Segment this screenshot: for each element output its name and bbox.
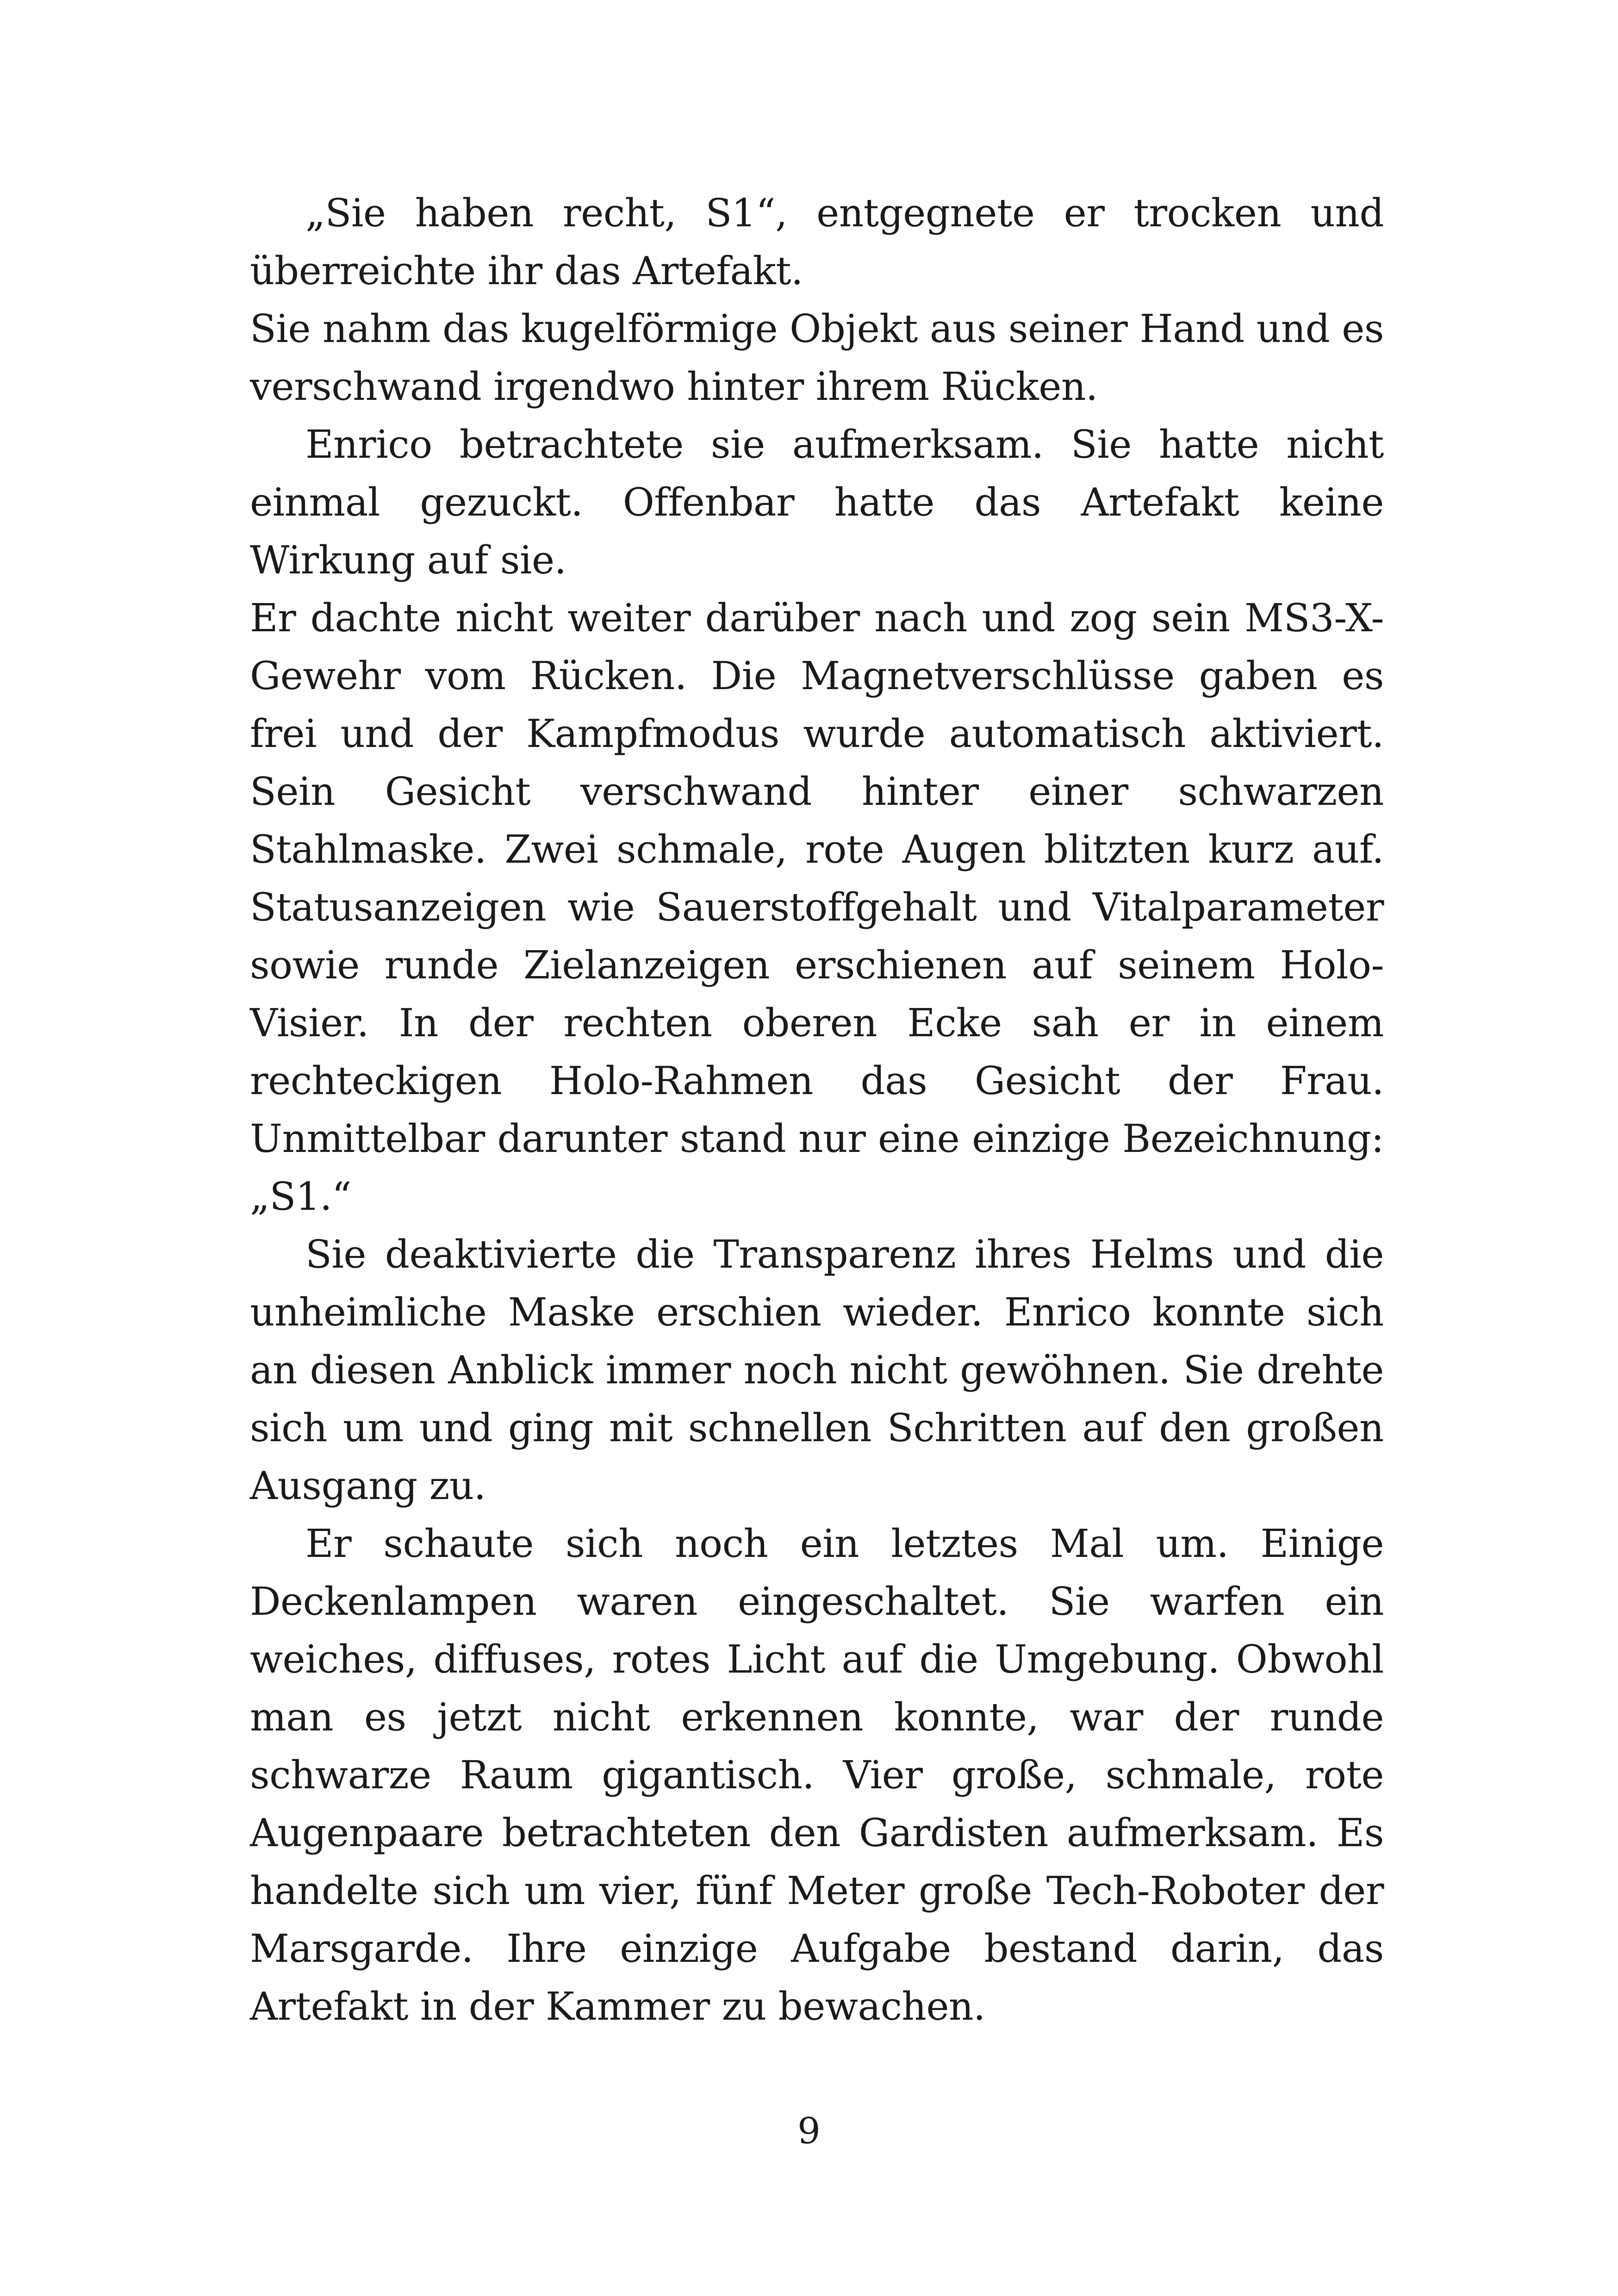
paragraph-2: Sie nahm das kugelförmige Objekt aus seiner Hand und es verschwand irgendwo hinter ihrem Rücken.	[250, 306, 1384, 409]
paragraph-1: „Sie haben recht, S1“, entgegnete er trocken und überreichte ihr das Artefakt.	[250, 191, 1384, 293]
paragraph-4: Er dachte nicht weiter darüber nach und zog sein MS3-X-Gewehr vom Rücken. Die Magnetverschlüsse gaben es frei und der Kampfmodus wurde automatisch aktiviert. Sein Gesicht verschwand hinter einer schwarzen Stahlmaske. Zwei schmale, rote Augen blitzten kurz auf. Statusanzeigen wie Sauerstoffgehalt und Vitalparameter sowie runde Zielanzeigen erschienen auf seinem Holo-Visier. In der rechten oberen Ecke sah er in einem rechteckigen Holo-Rahmen das Gesicht der Frau. Unmittelbar darunter stand nur eine einzige Bezeichnung: „S1.“	[250, 596, 1384, 1219]
body-text	[250, 184, 1384, 2035]
paragraph-3: Enrico betrachtete sie aufmerksam. Sie hatte nicht einmal gezuckt. Offenbar hatte das Artefakt keine Wirkung auf sie.	[250, 422, 1384, 583]
paragraph-6: Er schaute sich noch ein letztes Mal um. Einige Deckenlampen waren eingeschaltet. Sie warfen ein weiches, diffuses, rotes Licht auf die Umgebung. Obwohl man es jetzt nicht erkennen konnte, war der runde schwarze Raum gigantisch. Vier große, schmale, rote Augenpaare betrachteten den Gardisten aufmerksam. Es handelte sich um vier, fünf Meter große Tech-Roboter der Marsgarde. Ihre einzige Aufgabe bestand darin, das Artefakt in der Kammer zu bewachen.	[250, 1521, 1384, 2029]
paragraph-5: Sie deaktivierte die Transparenz ihres Helms und die unheimliche Maske erschien wieder. Enrico konnte sich an diesen Anblick immer noch nicht gewöhnen. Sie drehte sich um und ging mit schnellen Schritten auf den großen Ausgang zu.	[250, 1232, 1384, 1508]
page-number: 9	[797, 2110, 821, 2152]
